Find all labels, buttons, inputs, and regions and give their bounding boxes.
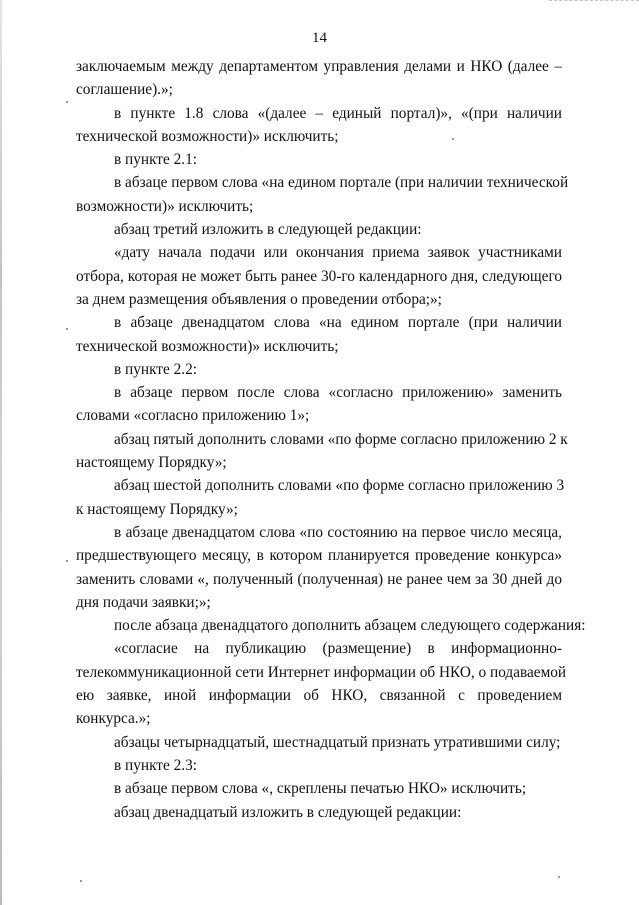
text-line: технической возможности)» исключить; — [76, 127, 339, 145]
text-line: за днем размещения объявления о проведении отбора;»; — [76, 290, 442, 308]
text-line: в пункте 2.1: — [114, 151, 197, 169]
text-line: абзац пятый дополнить словами «по форме согласно приложению 2 к — [114, 430, 568, 448]
scan-left-edge — [0, 0, 2, 905]
text-line: абзацы четырнадцатый, шестнадцатый признать утратившими силу; — [114, 733, 561, 751]
scan-speck — [66, 328, 68, 330]
text-line: в пункте 1.8 слова «(далее – единый портал)», «(при наличии — [114, 104, 562, 122]
text-line: после абзаца двенадцатого дополнить абзацем следующего содержания: — [114, 617, 586, 635]
text-line: технической возможности)» исключить; — [76, 337, 339, 355]
text-line: в абзаце первом слова «, скреплены печатью НКО» исключить; — [114, 780, 527, 798]
text-line: к настоящему Порядку»; — [76, 500, 238, 518]
scan-top-marks — [549, 0, 639, 4]
text-line: заключаемым между департаментом управления делами и НКО (далее – — [76, 58, 562, 75]
text-line: «согласие на публикацию (размещение) в информационно- — [114, 640, 562, 658]
text-line: дня подачи заявки;»; — [76, 593, 211, 611]
text-line: словами «согласно приложению 1»; — [76, 407, 310, 425]
text-line: соглашение).»; — [76, 81, 173, 99]
scan-speck — [80, 880, 82, 882]
text-line: предшествующего месяцу, в котором планируется проведение конкурса» — [76, 547, 562, 565]
document-body — [76, 55, 586, 824]
text-line: заменить словами «, полученный (полученная) не ранее чем за 30 дней до — [76, 570, 562, 588]
scan-speck — [66, 101, 68, 103]
text-line: в пункте 2.3: — [114, 756, 197, 774]
scan-speck — [66, 560, 68, 562]
text-line: в абзаце двенадцатом слова «по состоянию на первое число месяца, — [114, 523, 562, 541]
text-line: в абзаце первом слова «на едином портале (при наличии технической — [114, 174, 569, 192]
text-line: в абзаце двенадцатом слова «на едином портале (при наличии — [114, 314, 562, 332]
text-line: в абзаце первом после слова «согласно приложению» заменить — [114, 384, 562, 402]
text-line: ею заявке, иной информации об НКО, связанной с проведением — [76, 687, 562, 705]
text-line: «дату начала подачи или окончания приема заявок участниками — [114, 244, 562, 262]
text-line: отбора, которая не может быть ранее 30-го календарного дня, следующего — [76, 267, 562, 285]
page-number: 14 — [312, 30, 327, 46]
text-line: настоящему Порядку»; — [76, 454, 227, 472]
text-line: возможности)» исключить; — [76, 197, 254, 215]
text-line: конкурса.»; — [76, 710, 151, 728]
text-line: абзац третий изложить в следующей редакции: — [114, 221, 422, 239]
scan-speck — [558, 876, 560, 878]
text-line: в пункте 2.2: — [114, 360, 197, 378]
text-line: абзац двенадцатый изложить в следующей редакции: — [114, 803, 462, 821]
text-line: абзац шестой дополнить словами «по форме согласно приложению 3 — [114, 477, 565, 495]
text-line: телекоммуникационной сети Интернет информации об НКО, о подаваемой — [76, 663, 567, 681]
